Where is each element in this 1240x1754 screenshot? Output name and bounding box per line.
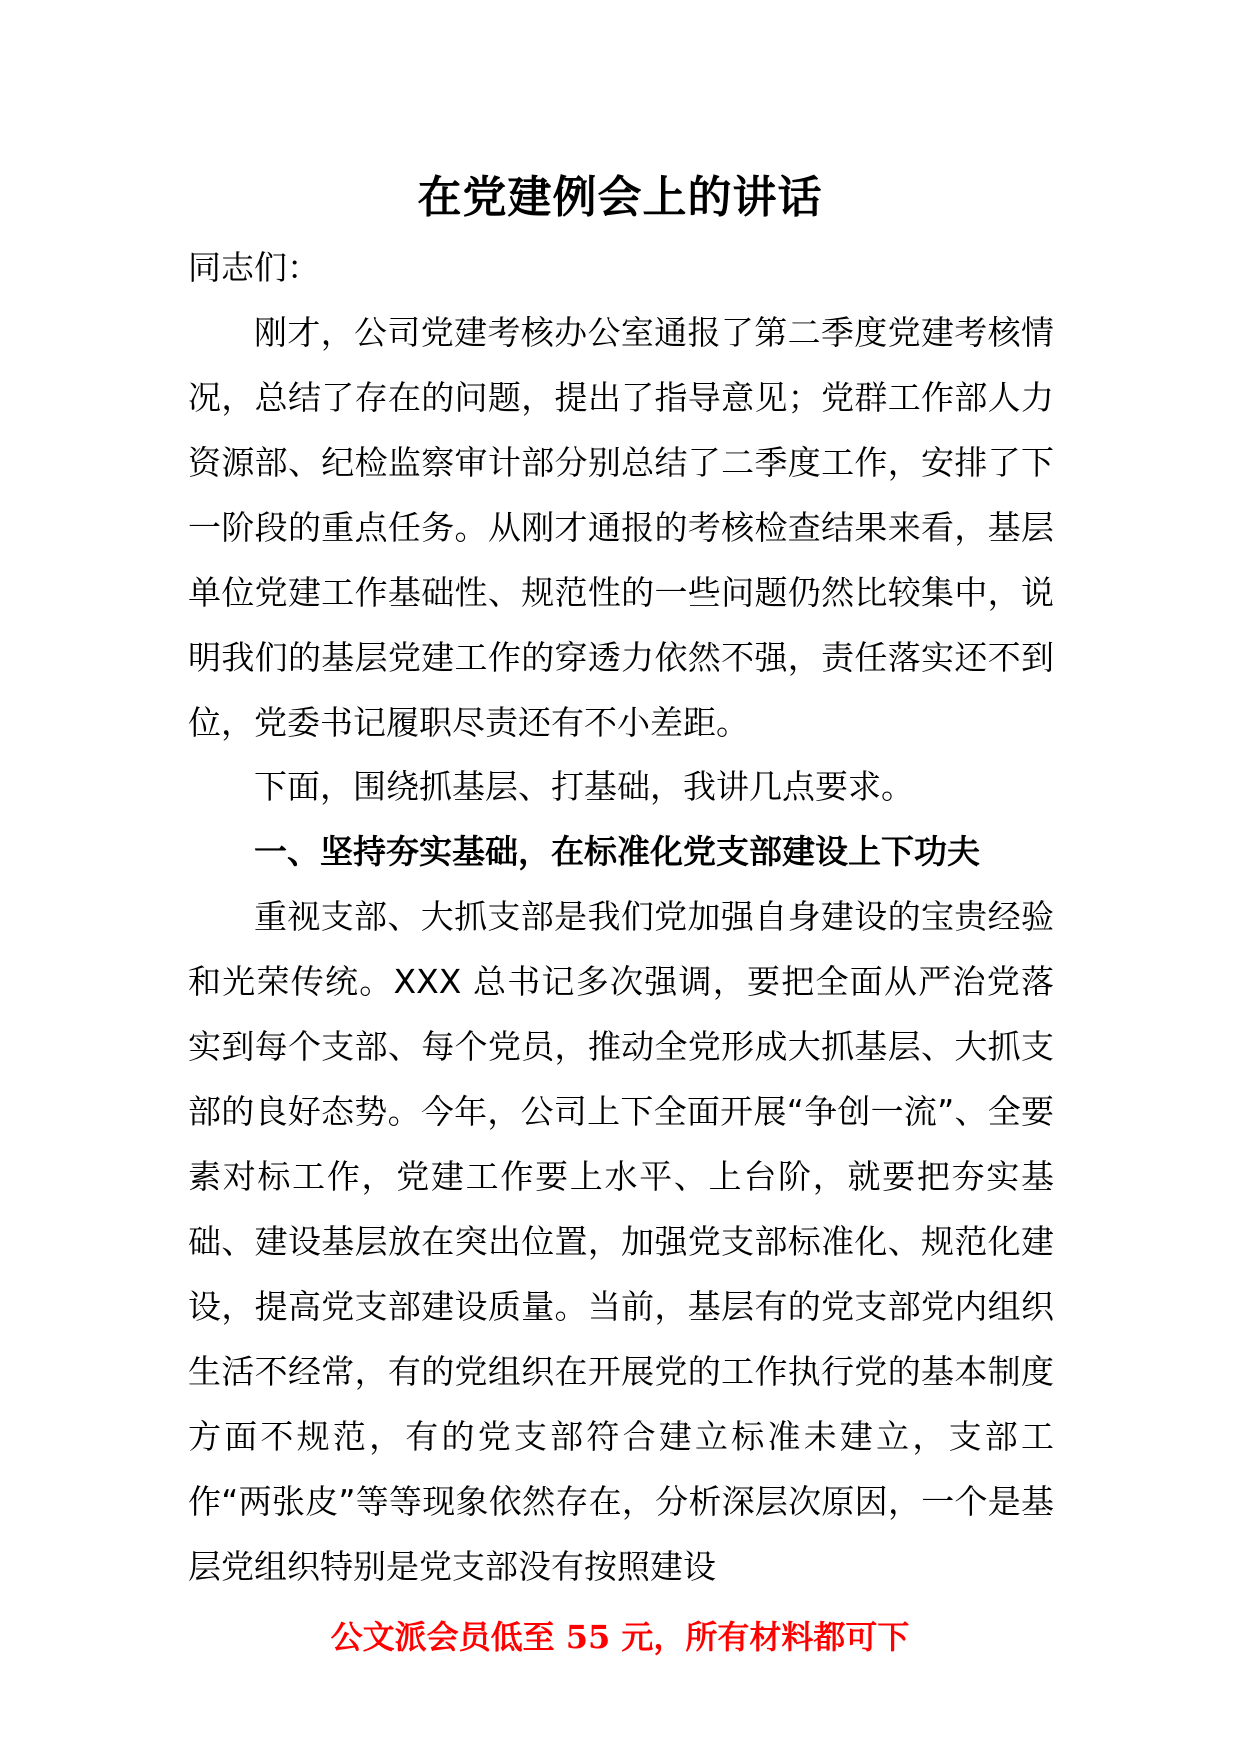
paragraph-section-1: 重视支部、大抓支部是我们党加强自身建设的宝贵经验和光荣传统。XXX 总书记多次强调，要把全面从严治党落实到每个支部、每个党员，推动全党形成大抓基层、大抓支部的良好态势。今年，公司上下全面开展“争创一流”、全要素对标工作，党建工作要上水平、上台阶，就要把夯实基础、建设基层放在突出位置，加强党支部标准化、规范化建设，提高党支部建设质量。当前，基层有的党支部党内组织生活不经常，有的党组织在开展党的工作执行党的基本制度方面不规范，有的党支部符合建立标准未建立，支部工作“两张皮”等等现象依然存在，分析深层次原因，一个是基层党组织特别是党支部没有按照建设 bbox=[188, 897, 1054, 1586]
paragraph-intro: 刚才，公司党建考核办公室通报了第二季度党建考核情况，总结了存在的问题，提出了指导意见；党群工作部人力资源部、纪检监察审计部分别总结了二季度工作，安排了下一阶段的重点任务。从刚才通报的考核检查结果来看，基层单位党建工作基础性、规范性的一些问题仍然比较集中，说明我们的基层党建工作的穿透力依然不强，责任落实还不到位，党委书记履职尽责还有不小差距。 bbox=[188, 313, 1054, 742]
promo-footer: 公文派会员低至 55 元，所有材料都可下 bbox=[330, 1618, 910, 1656]
document-title: 在党建例会上的讲话 bbox=[417, 172, 823, 223]
section-heading-1: 一、坚持夯实基础，在标准化党支部建设上下功夫 bbox=[254, 832, 980, 871]
salutation: 同志们： bbox=[188, 248, 320, 287]
paragraph-requirements-lead: 下面，围绕抓基层、打基础，我讲几点要求。 bbox=[254, 767, 914, 806]
